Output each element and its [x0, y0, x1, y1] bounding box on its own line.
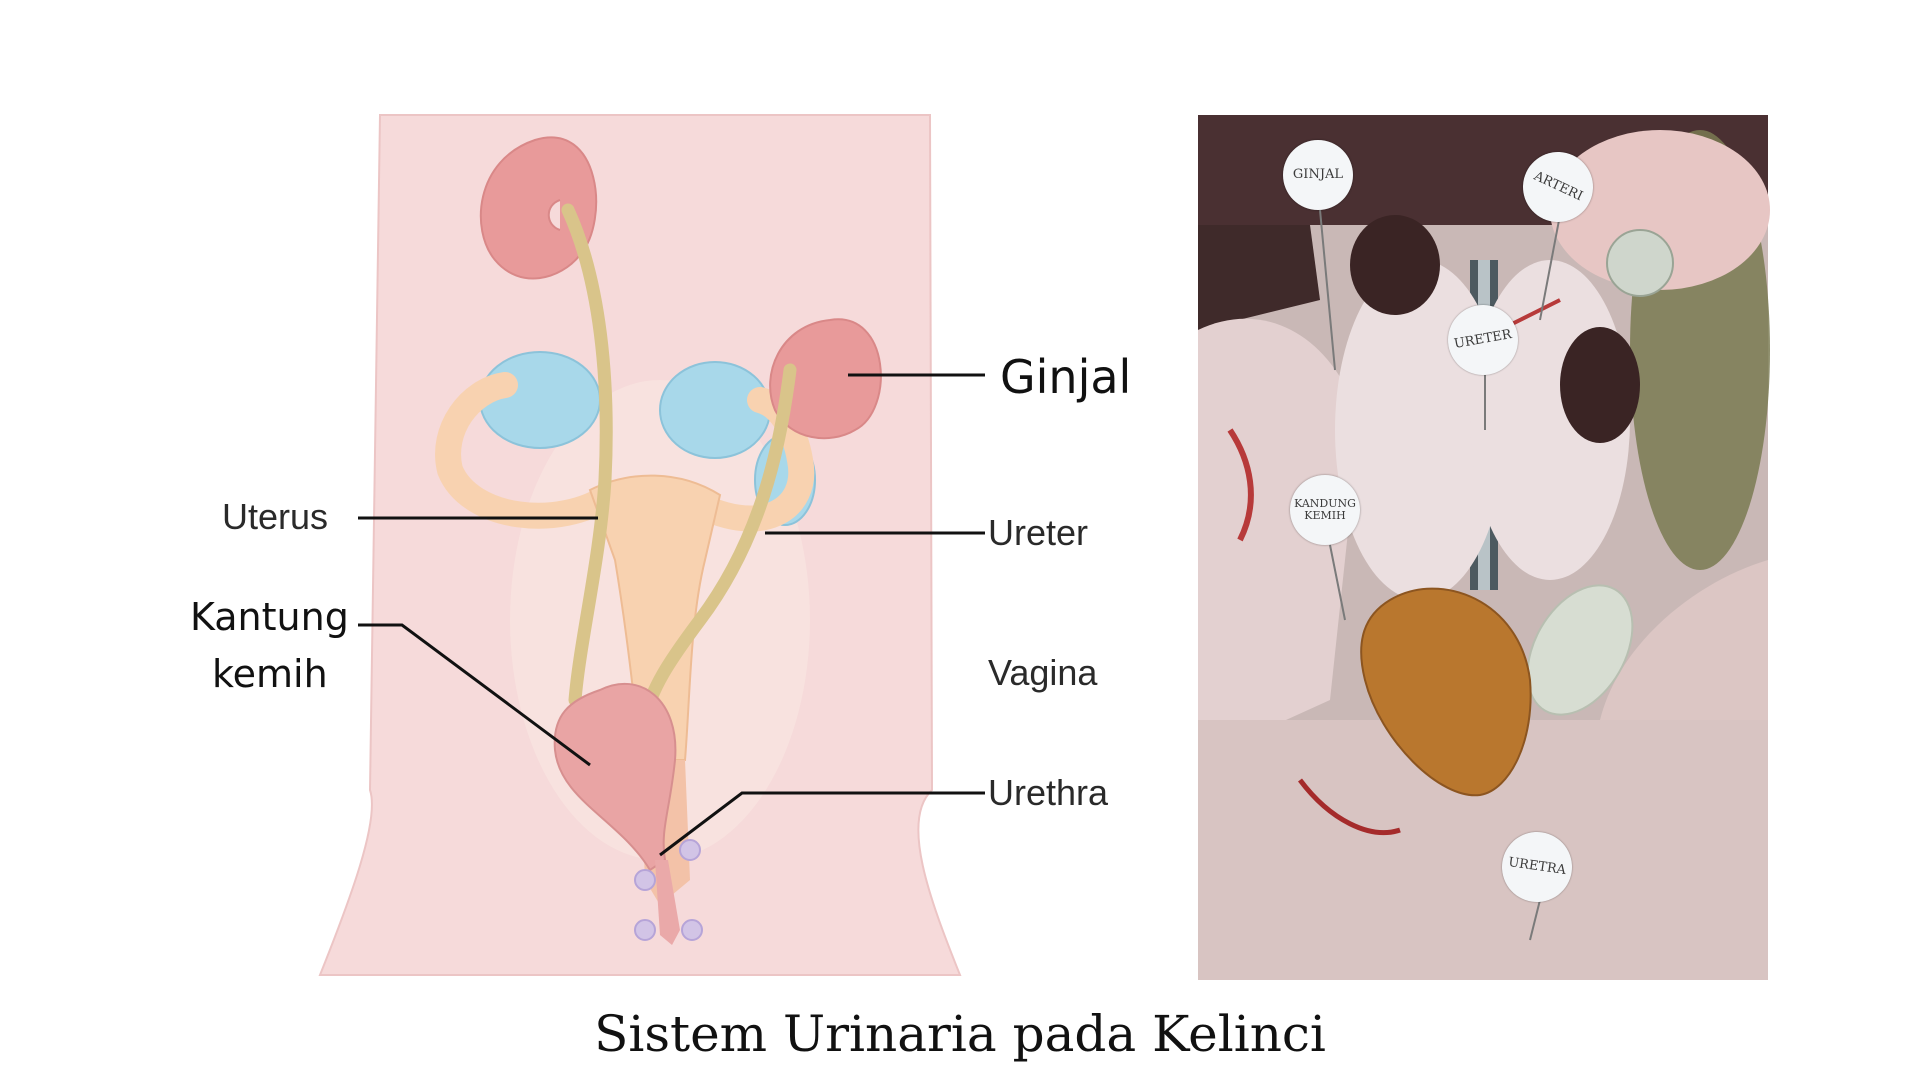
- illustration: [320, 115, 985, 975]
- label-kemih: kemih: [212, 652, 328, 696]
- tag-kandung-kemih: [1290, 475, 1360, 545]
- label-urethra: Urethra: [988, 772, 1109, 813]
- tag-arteri: ARTERI: [1511, 140, 1604, 233]
- dissection-photo: [1198, 115, 1770, 980]
- tag-kandung-line1: KANDUNG: [1294, 497, 1356, 510]
- label-ginjal: Ginjal: [1000, 350, 1132, 404]
- label-uterus: Uterus: [222, 496, 329, 537]
- photo-right-kidney: [1560, 327, 1640, 443]
- tag-ginjal: GINJAL: [1283, 140, 1353, 210]
- photo-left-kidney: [1350, 215, 1440, 315]
- label-vagina: Vagina: [988, 652, 1098, 693]
- tag-uretra: URETRA: [1497, 827, 1576, 906]
- figure-caption: Sistem Urinaria pada Kelinci: [594, 1005, 1326, 1063]
- tag-kandung-line2: KEMIH: [1304, 509, 1346, 522]
- label-kantung: Kantung: [190, 595, 349, 639]
- tag-ureter: URETER: [1442, 299, 1523, 380]
- label-ureter: Ureter: [988, 512, 1089, 553]
